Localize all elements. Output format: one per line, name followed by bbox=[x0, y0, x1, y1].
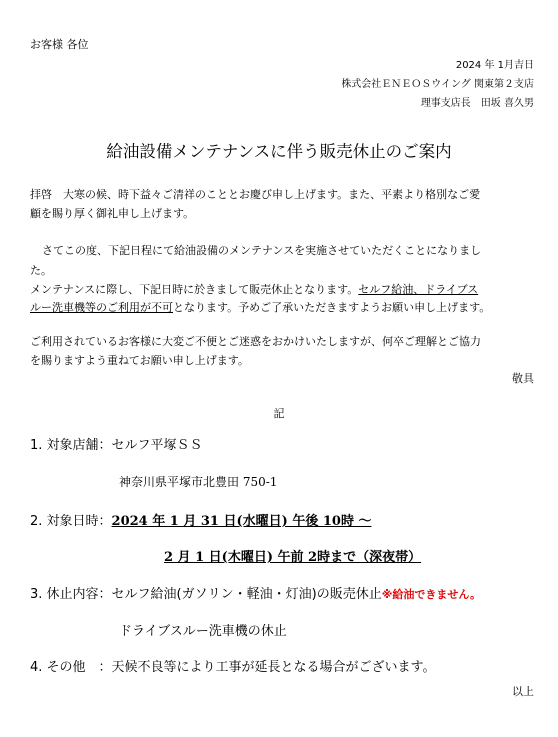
content-1: セルフ給油(ガソリン・軽油・灯油)の販売休止 bbox=[111, 587, 382, 602]
para3-text: メンテナンスに際し、下記日時に於きまして販売休止となります。 bbox=[30, 283, 359, 296]
issue-date: 2024 年 1月吉日 bbox=[455, 60, 534, 71]
other-label: 4. その他 ： bbox=[30, 660, 112, 675]
end-ijou: 以上 bbox=[512, 685, 534, 698]
datetime-start: 2024 年 1 月 31 日(水曜日) 午後 10時 ～ bbox=[111, 514, 372, 529]
content-label: 3. 休止内容： bbox=[30, 587, 112, 602]
salutation: お客様 各位 bbox=[30, 38, 89, 51]
para3-text-2: となります。予めご了承いただきますようお願い申し上げます。 bbox=[173, 301, 491, 314]
item-content bbox=[30, 583, 481, 602]
greeting-line-2: 顧を賜り厚く御礼申し上げます。 bbox=[30, 207, 195, 220]
para4-line-1: ご利用されているお客様に大変ご不便とご迷惑をおかけいたしますが、何卒ご理解とご協力 bbox=[30, 335, 481, 348]
content-warning: ※給油できません。 bbox=[381, 588, 482, 601]
item-other bbox=[30, 656, 436, 675]
company-name: 株式会社ＥＮＥＯＳウイング 関東第２支店 bbox=[341, 79, 534, 90]
para2-line-2: た。 bbox=[30, 264, 52, 277]
store-name: セルフ平塚ＳＳ bbox=[111, 438, 203, 453]
item-store bbox=[30, 434, 203, 453]
para2-line-1: さてこの度、下記日程にて給油設備のメンテナンスを実施させていただくことになりまし bbox=[42, 244, 482, 257]
signatory: 理事支店長 田坂 喜久男 bbox=[420, 98, 534, 109]
datetime-end: 2 月 1 日(木曜日) 午前 2時まで（深夜帯） bbox=[164, 550, 422, 565]
content-2: ドライブスルー洗車機の休止 bbox=[119, 624, 287, 639]
page-title: 給油設備メンテナンスに伴う販売休止のご案内 bbox=[106, 142, 452, 161]
other-text: 天候不良等により工事が延長となる場合がございます。 bbox=[111, 660, 436, 675]
greeting-line-1: 拝啓 大寒の候、時下益々ご清祥のこととお慶び申し上げます。また、平素より格別なご愛 bbox=[30, 188, 481, 201]
para3-line-1 bbox=[30, 281, 478, 297]
para4-line-2: を賜りますよう重ねてお願い申し上げます。 bbox=[30, 354, 249, 367]
para3-underlined-2: ルー洗車機等のご利用が不可 bbox=[30, 301, 173, 314]
para3-line-2 bbox=[30, 299, 490, 315]
closing-keigu: 敬具 bbox=[512, 372, 534, 385]
store-label: 1. 対象店舗： bbox=[30, 438, 112, 453]
ki-heading: 記 bbox=[273, 407, 285, 420]
store-address: 神奈川県平塚市北豊田 750-1 bbox=[119, 475, 278, 489]
item-datetime bbox=[30, 510, 371, 529]
datetime-label: 2. 対象日時： bbox=[30, 514, 112, 529]
para3-underlined: セルフ給油、ドライブス bbox=[358, 283, 479, 296]
